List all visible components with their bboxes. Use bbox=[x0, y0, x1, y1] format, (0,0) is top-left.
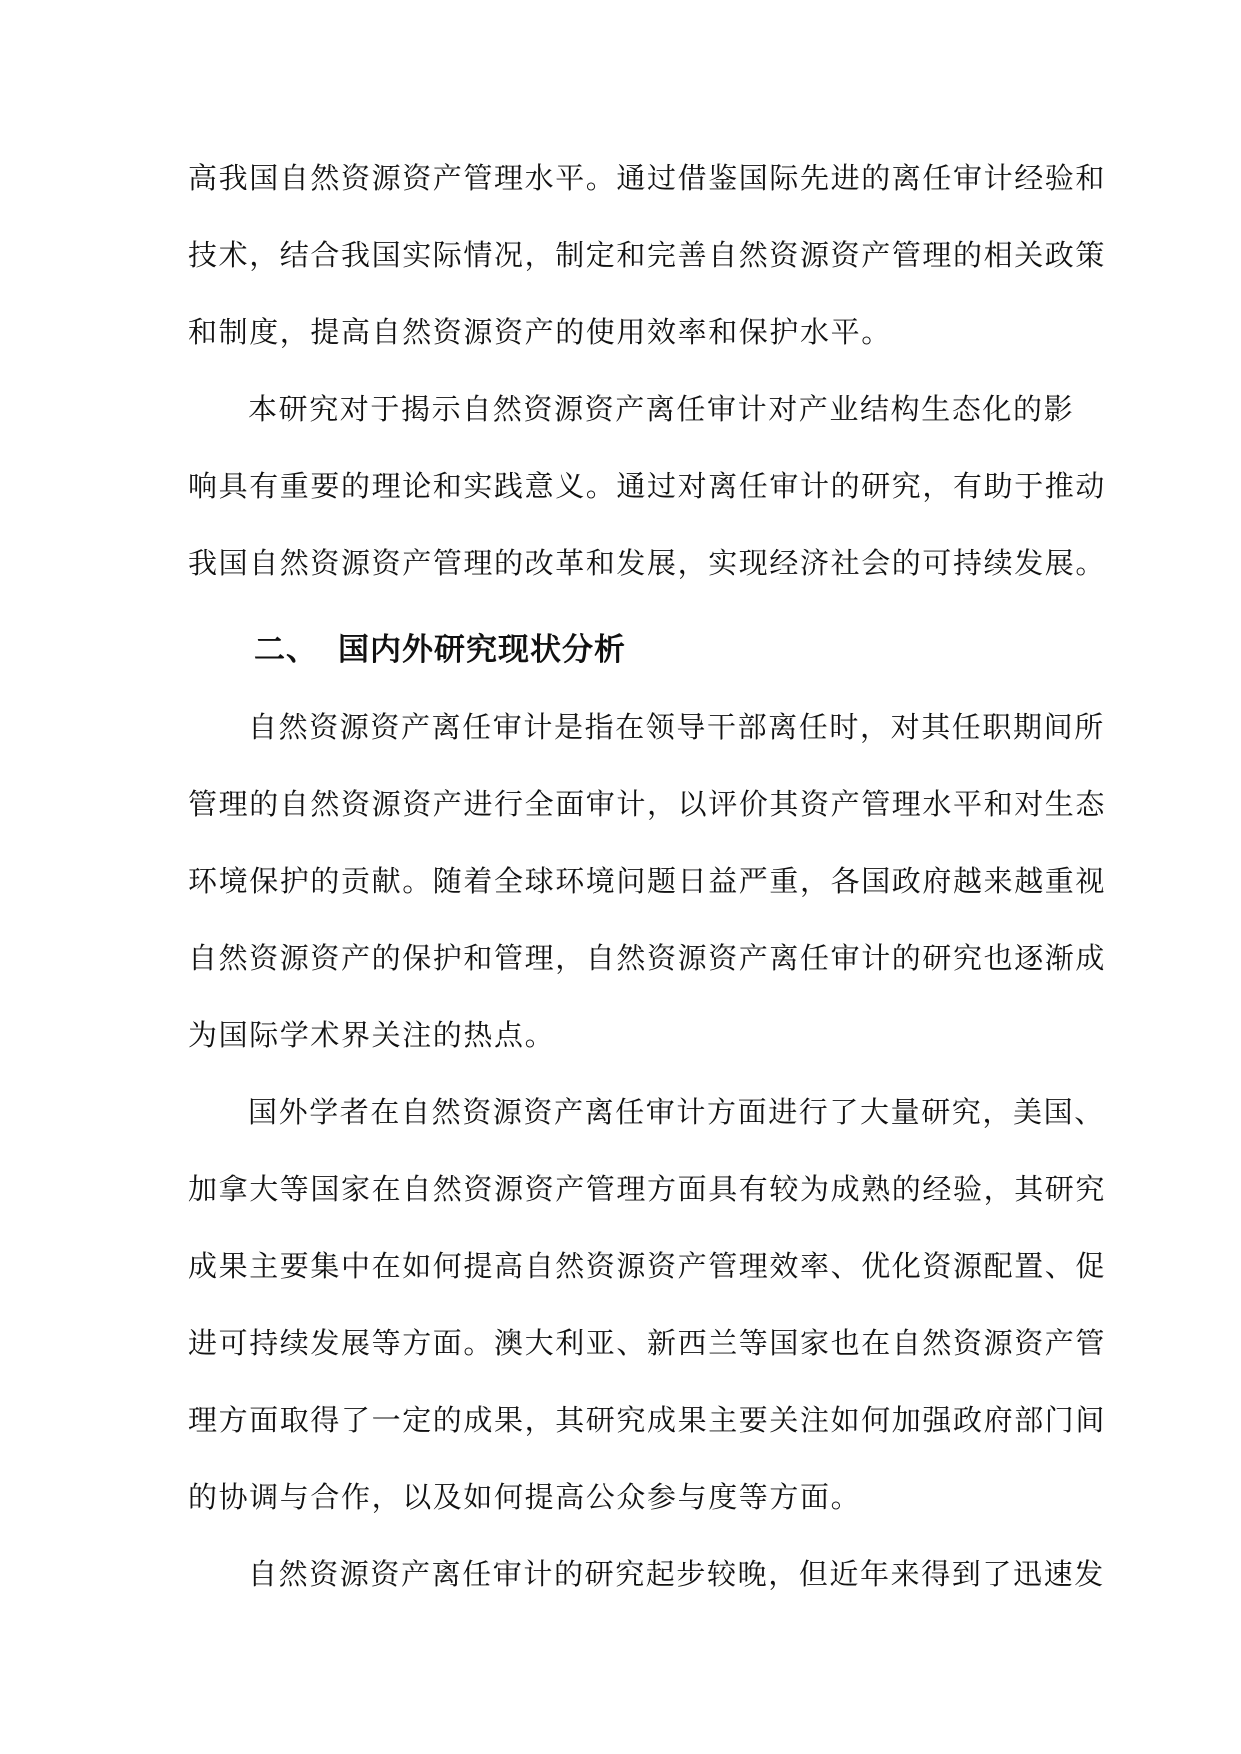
text-line: 的协调与合作，以及如何提高公众参与度等方面。 bbox=[188, 1480, 862, 1514]
paragraph-domestic-research bbox=[188, 1536, 1105, 1613]
text-line: 和制度，提高自然资源资产的使用效率和保护水平。 bbox=[188, 315, 892, 349]
text-line: 国外学者在自然资源资产离任审计方面进行了大量研究，美国、 bbox=[248, 1095, 1105, 1129]
text-line: 环境保护的贡献。随着全球环境问题日益严重，各国政府越来越重视 bbox=[188, 864, 1107, 898]
text-line: 加拿大等国家在自然资源资产管理方面具有较为成熟的经验，其研究 bbox=[188, 1172, 1107, 1206]
text-line: 自然资源资产离任审计的研究起步较晚，但近年来得到了迅速发 bbox=[248, 1557, 1105, 1591]
text-line: 技术，结合我国实际情况，制定和完善自然资源资产管理的相关政策 bbox=[188, 238, 1107, 272]
paragraph-research-significance bbox=[188, 371, 1107, 602]
text-line: 自然资源资产离任审计是指在领导干部离任时，对其任职期间所 bbox=[248, 710, 1105, 744]
section-heading bbox=[188, 612, 1058, 689]
text-line: 理方面取得了一定的成果，其研究成果主要关注如何加强政府部门间 bbox=[188, 1403, 1107, 1437]
text-line: 响具有重要的理论和实践意义。通过对离任审计的研究，有助于推动 bbox=[188, 469, 1107, 503]
text-line: 我国自然资源资产管理的改革和发展，实现经济社会的可持续发展。 bbox=[188, 546, 1107, 580]
paragraph-definition bbox=[188, 689, 1107, 1074]
section-title: 国内外研究现状分析 bbox=[338, 632, 626, 668]
text-line: 管理的自然资源资产进行全面审计，以评价其资产管理水平和对生态 bbox=[188, 787, 1107, 821]
paragraph-continuation bbox=[188, 140, 1107, 371]
section-number: 二、 bbox=[254, 632, 318, 668]
text-line: 高我国自然资源资产管理水平。通过借鉴国际先进的离任审计经验和 bbox=[188, 161, 1107, 195]
document-body bbox=[188, 140, 1107, 1613]
text-line: 为国际学术界关注的热点。 bbox=[188, 1018, 556, 1052]
paragraph-foreign-research bbox=[188, 1074, 1107, 1536]
text-line: 成果主要集中在如何提高自然资源资产管理效率、优化资源配置、促 bbox=[188, 1249, 1107, 1283]
text-line: 进可持续发展等方面。澳大利亚、新西兰等国家也在自然资源资产管 bbox=[188, 1326, 1107, 1360]
text-line: 本研究对于揭示自然资源资产离任审计对产业结构生态化的影 bbox=[248, 392, 1075, 426]
text-line: 自然资源资产的保护和管理，自然资源资产离任审计的研究也逐渐成 bbox=[188, 941, 1107, 975]
